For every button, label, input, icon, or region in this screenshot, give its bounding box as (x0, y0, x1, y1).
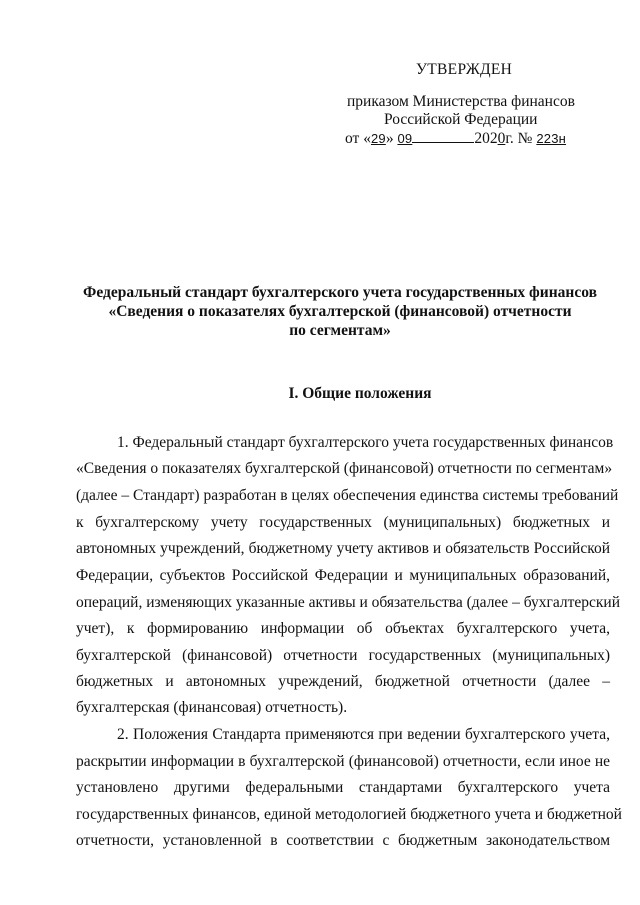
date-prefix: от « (345, 130, 371, 147)
body-line: к бухгалтерскому учету государственных (муниципальных) бюджетных и (76, 514, 610, 531)
approval-date-number-line (345, 130, 566, 148)
body-line: 1. Федеральный стандарт бухгалтерского учета государственных финансов (117, 434, 614, 451)
body-line: (далее – Стандарт) разработан в целях обеспечения единства системы требований (76, 487, 619, 504)
document-title-line-1: Федеральный стандарт бухгалтерского учета государственных финансов (83, 284, 597, 301)
body-line: бухгалтерской (финансовой) отчетности государственных (муниципальных) (76, 647, 610, 664)
body-line: учет), к формированию информации об объектах бухгалтерского учета, (76, 620, 610, 637)
approval-stamp-title: УТВЕРЖДЕН (416, 61, 513, 78)
approval-order-line-2: Российской Федерации (384, 111, 538, 128)
body-line: отчетности, установленной в соответствии с бюджетным законодательством (76, 832, 610, 849)
body-line: бухгалтерская (финансовая) отчетность). (76, 699, 348, 716)
date-year-prefix: 202 (474, 130, 498, 147)
document-title-line-2: «Сведения о показателях бухгалтерской (финансовой) отчетности (108, 303, 572, 320)
body-line: установлено другими федеральными стандартами бухгалтерского учета (76, 779, 610, 796)
body-line: Федерации, субъектов Российской Федерации и муниципальных образований, (76, 567, 610, 584)
order-number: 223н (536, 131, 567, 146)
body-line: операций, изменяющих указанные активы и обязательства (далее – бухгалтерский (76, 594, 620, 611)
body-line: автономных учреждений, бюджетному учету активов и обязательств Российской (76, 540, 610, 557)
date-month: 09 (397, 131, 413, 146)
date-day: 29 (370, 131, 386, 146)
date-month-underline (412, 130, 474, 143)
document-title-line-3: по сегментам» (289, 322, 391, 339)
section-heading: I. Общие положения (288, 385, 432, 402)
approval-order-line-1: приказом Министерства финансов (347, 93, 575, 110)
body-line: государственных финансов, единой методологией бюджетного учета и бюджетной (76, 806, 622, 823)
date-year-suffix: г. № (505, 130, 533, 147)
body-line: 2. Положения Стандарта применяются при ведении бухгалтерского учета, (117, 726, 610, 743)
body-line: раскрытии информации в бухгалтерской (финансовой) отчетности, если иное не (76, 753, 610, 770)
date-year-digit: 0 (497, 130, 506, 147)
body-line: бюджетных и автономных учреждений, бюджетной отчетности (далее – (76, 673, 610, 690)
body-line: «Сведения о показателях бухгалтерской (финансовой) отчетности по сегментам» (76, 460, 613, 477)
date-day-close: » (385, 130, 394, 147)
